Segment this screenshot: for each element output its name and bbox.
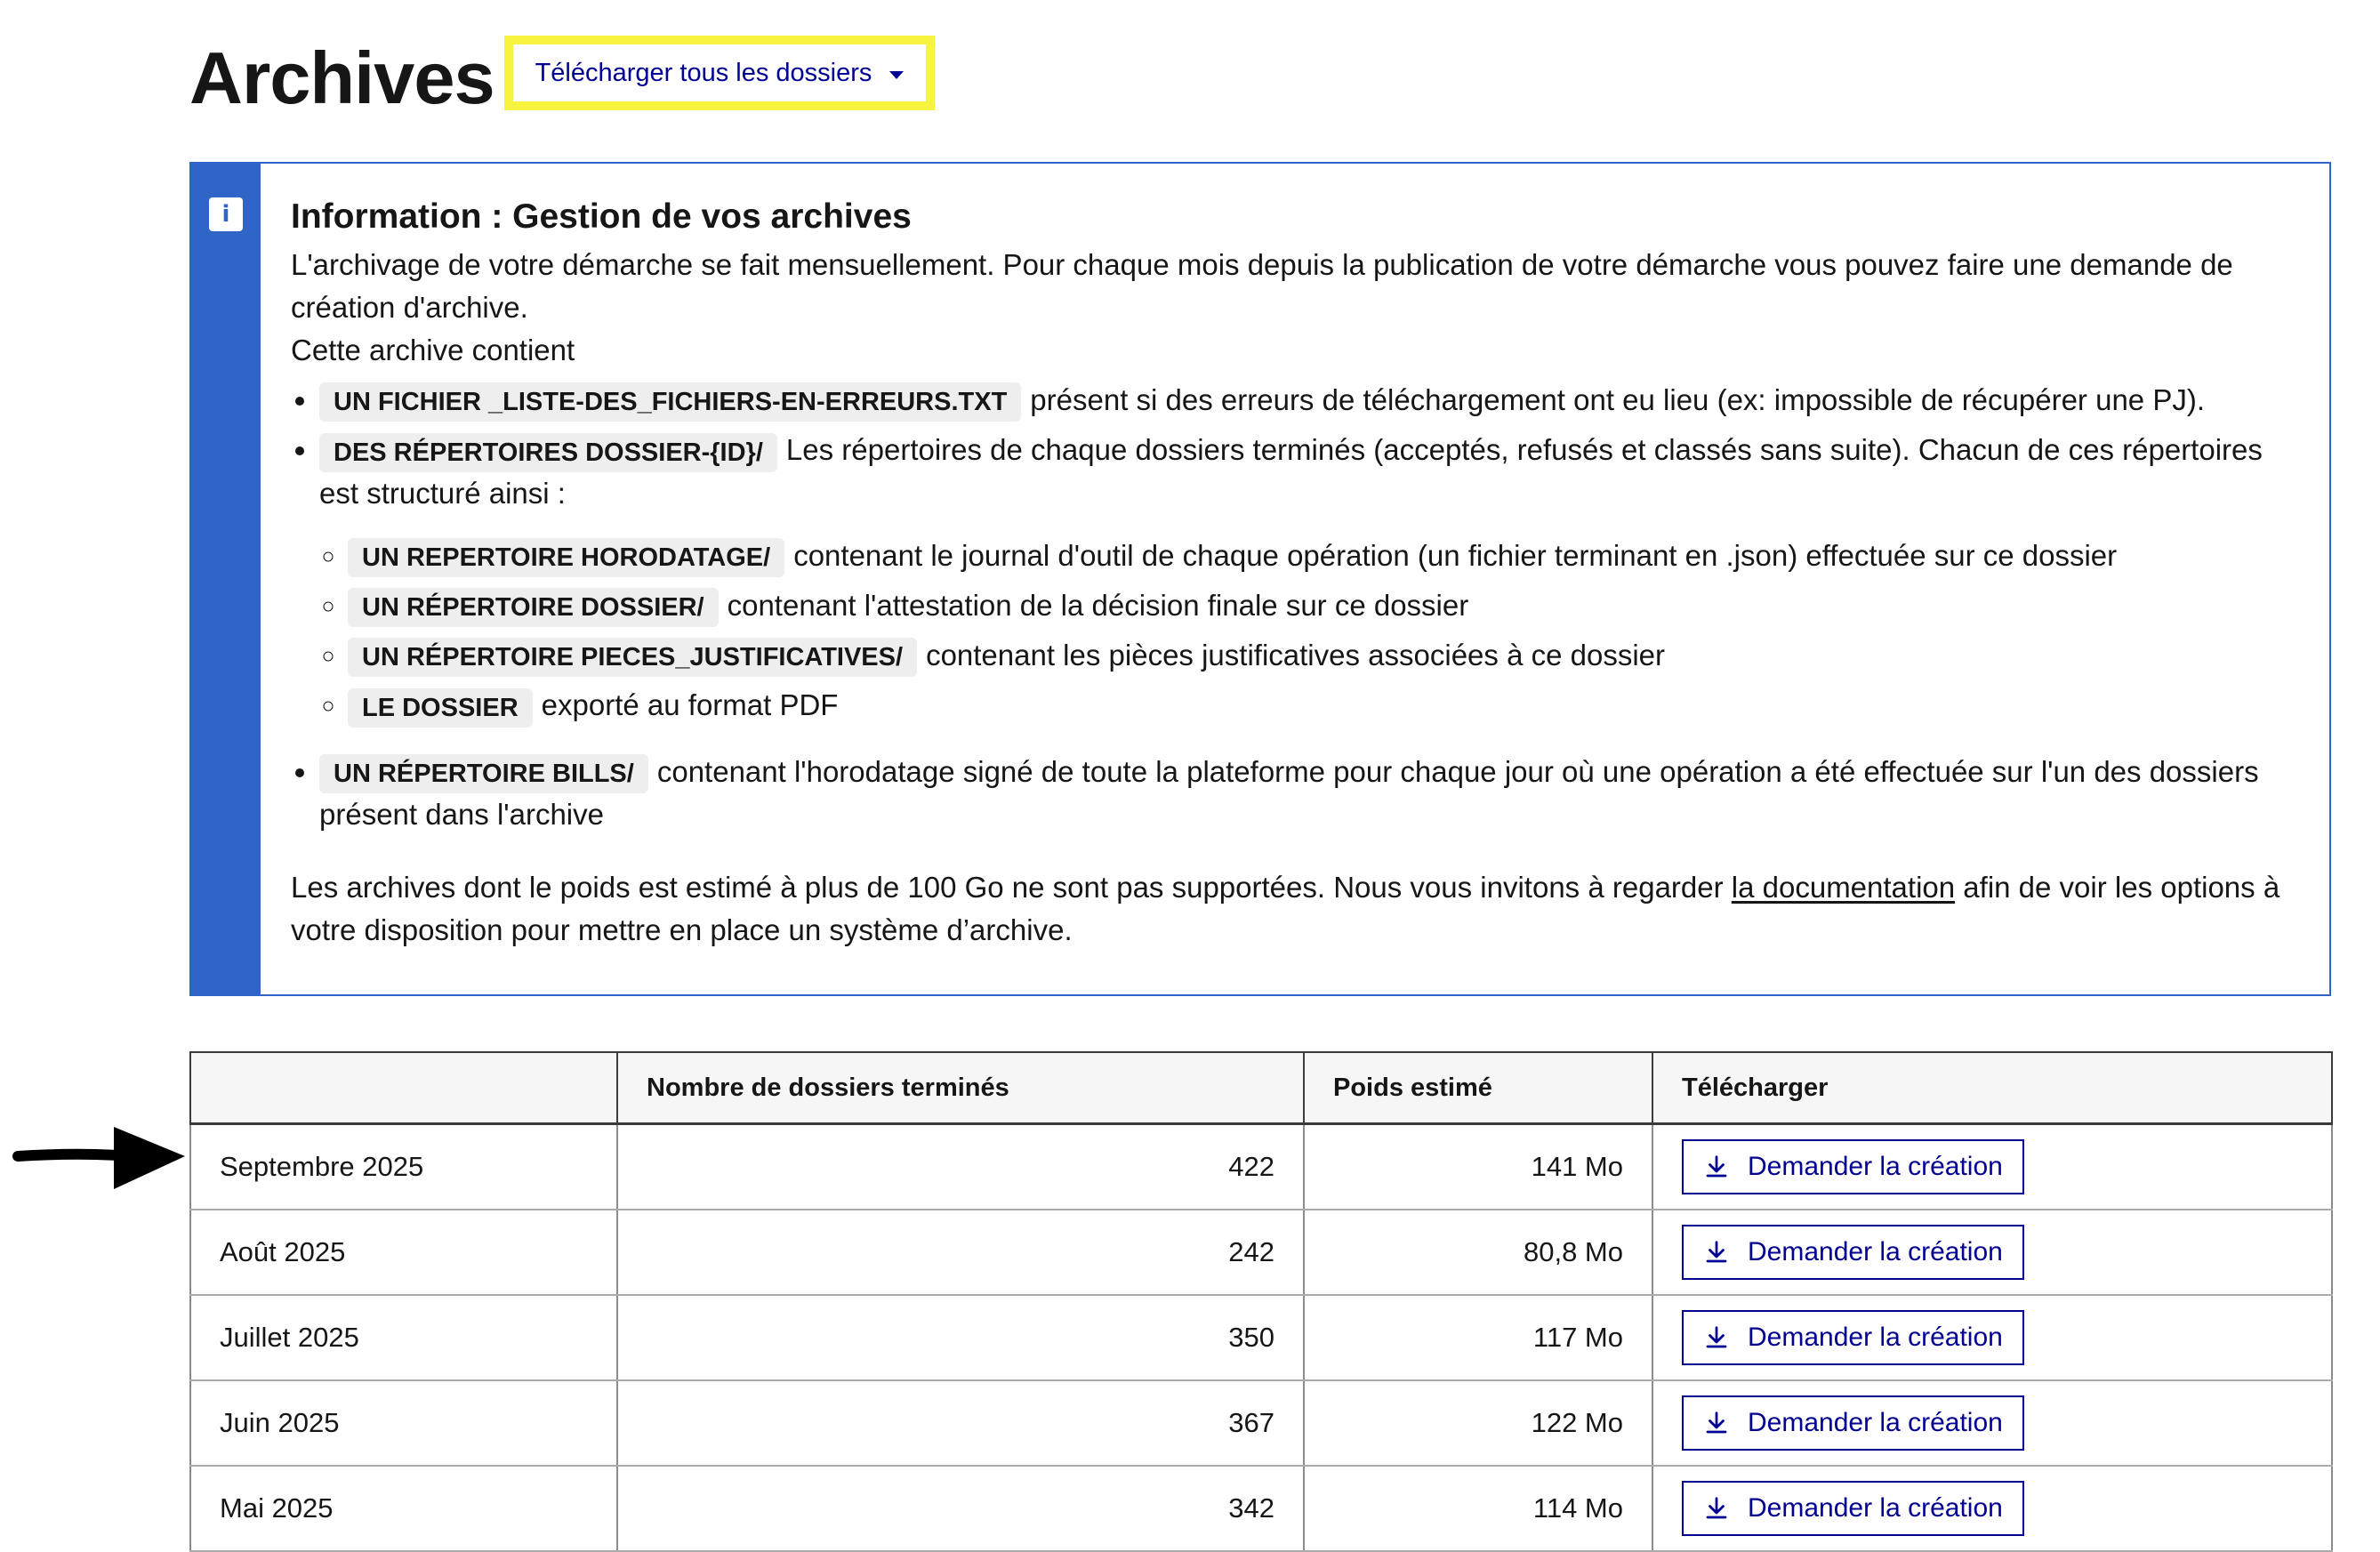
code-tag: DES RÉPERTOIRES DOSSIER-{ID}/ [319,433,777,472]
size-cell: 80,8 Mo [1304,1210,1652,1295]
size-cell: 114 Mo [1304,1466,1652,1551]
request-creation-label: Demander la création [1748,1493,2003,1523]
code-tag: UN RÉPERTOIRE PIECES_JUSTIFICATIVES/ [348,638,917,677]
size-cell: 122 Mo [1304,1380,1652,1466]
size-cell: 117 Mo [1304,1295,1652,1380]
count-cell: 342 [617,1466,1304,1551]
request-creation-label: Demander la création [1748,1323,2003,1352]
folder-structure-list [319,535,2294,728]
download-all-label: Télécharger tous les dossiers [535,58,872,87]
list-item-text: présent si des erreurs de téléchargement ont eu lieu (ex: impossible de récupérer une PJ). [1030,383,2205,416]
code-tag: UN REPERTOIRE HORODATAGE/ [348,538,784,577]
request-creation-button[interactable] [1682,1310,2024,1365]
list-item-text: contenant l'attestation de la décision finale sur ce dossier [727,588,1469,622]
table-row [190,1210,2332,1295]
month-cell: Mai 2025 [190,1466,617,1551]
month-cell: Septembre 2025 [190,1124,617,1210]
page-title: Archives [189,36,494,119]
request-creation-label: Demander la création [1748,1237,2003,1267]
month-cell: Juin 2025 [190,1380,617,1466]
info-contains-label: Cette archive contient [291,334,575,366]
request-creation-label: Demander la création [1748,1152,2003,1181]
download-all-inner [535,59,905,88]
list-item [348,535,2294,577]
count-cell: 350 [617,1295,1304,1380]
size-cell: 141 Mo [1304,1124,1652,1210]
column-header-count: Nombre de dossiers terminés [617,1052,1304,1124]
table-header-row [190,1052,2332,1124]
column-header-month [190,1052,617,1124]
archives-table [189,1051,2333,1552]
count-cell: 422 [617,1124,1304,1210]
code-tag: UN FICHIER _LISTE-DES_FICHIERS-EN-ERREURS.TXT [319,382,1021,422]
list-item [348,584,2294,627]
list-item [348,634,2294,677]
list-item [319,429,2294,727]
count-cell: 367 [617,1380,1304,1466]
download-icon [1703,1324,1730,1351]
download-icon [1703,1239,1730,1266]
documentation-link[interactable]: la documentation [1731,870,1956,904]
download-cell [1652,1380,2332,1466]
table-row [190,1124,2332,1210]
pointer-arrow-icon [18,1122,191,1194]
outro-before: Les archives dont le poids est estimé à plus de 100 Go ne sont pas supportées. Nous vous invitons à regarder [291,870,1724,904]
download-icon [1703,1495,1730,1522]
month-cell: Août 2025 [190,1210,617,1295]
list-item-text: exporté au format PDF [541,688,839,722]
request-creation-button[interactable] [1682,1139,2024,1194]
outro-after: afin de voir les options à votre disposition pour mettre en place un système d’archive. [291,870,2280,946]
list-item [319,379,2294,422]
info-icon: i [209,197,243,231]
caret-down-icon [889,71,904,79]
info-intro: L'archivage de votre démarche se fait mensuellement. Pour chaque mois depuis la publication de votre démarche vous pouvez faire une demande de création d'archive. [291,248,2233,324]
archive-contents-list [291,379,2294,836]
list-item-text: contenant les pièces justificatives associées à ce dossier [926,639,1665,672]
download-icon [1703,1154,1730,1180]
download-icon [1703,1410,1730,1436]
list-item-text: Les répertoires de chaque dossiers terminés (acceptés, refusés et classés sans suite). Chacun de ces répertoires est structuré ainsi : [319,433,2263,510]
code-tag: UN RÉPERTOIRE BILLS/ [319,754,648,793]
request-creation-button[interactable] [1682,1225,2024,1280]
info-content [291,190,2294,952]
table-row [190,1295,2332,1380]
list-item-text: contenant le journal d'outil de chaque opération (un fichier terminant en .json) effectuée sur ce dossier [793,538,2118,572]
list-item [319,751,2294,836]
request-creation-button[interactable] [1682,1395,2024,1451]
column-header-size: Poids estimé [1304,1052,1652,1124]
table-row [190,1380,2332,1466]
request-creation-label: Demander la création [1748,1408,2003,1437]
code-tag: LE DOSSIER [348,688,533,728]
list-item [348,684,2294,727]
download-all-dropdown-button[interactable] [504,36,935,110]
info-notice [189,162,2331,996]
request-creation-button[interactable] [1682,1481,2024,1536]
download-cell [1652,1210,2332,1295]
code-tag: UN RÉPERTOIRE DOSSIER/ [348,588,719,627]
table-row [190,1466,2332,1551]
count-cell: 242 [617,1210,1304,1295]
download-cell [1652,1466,2332,1551]
info-bar [191,164,261,994]
column-header-download: Télécharger [1652,1052,2332,1124]
info-outro [291,866,2294,952]
info-title: Information : Gestion de vos archives [291,197,912,236]
download-cell [1652,1124,2332,1210]
month-cell: Juillet 2025 [190,1295,617,1380]
download-cell [1652,1295,2332,1380]
list-item-text: contenant l'horodatage signé de toute la plateforme pour chaque jour où une opération a été effectuée sur l'un des dossiers présent dans l'archive [319,754,2259,831]
